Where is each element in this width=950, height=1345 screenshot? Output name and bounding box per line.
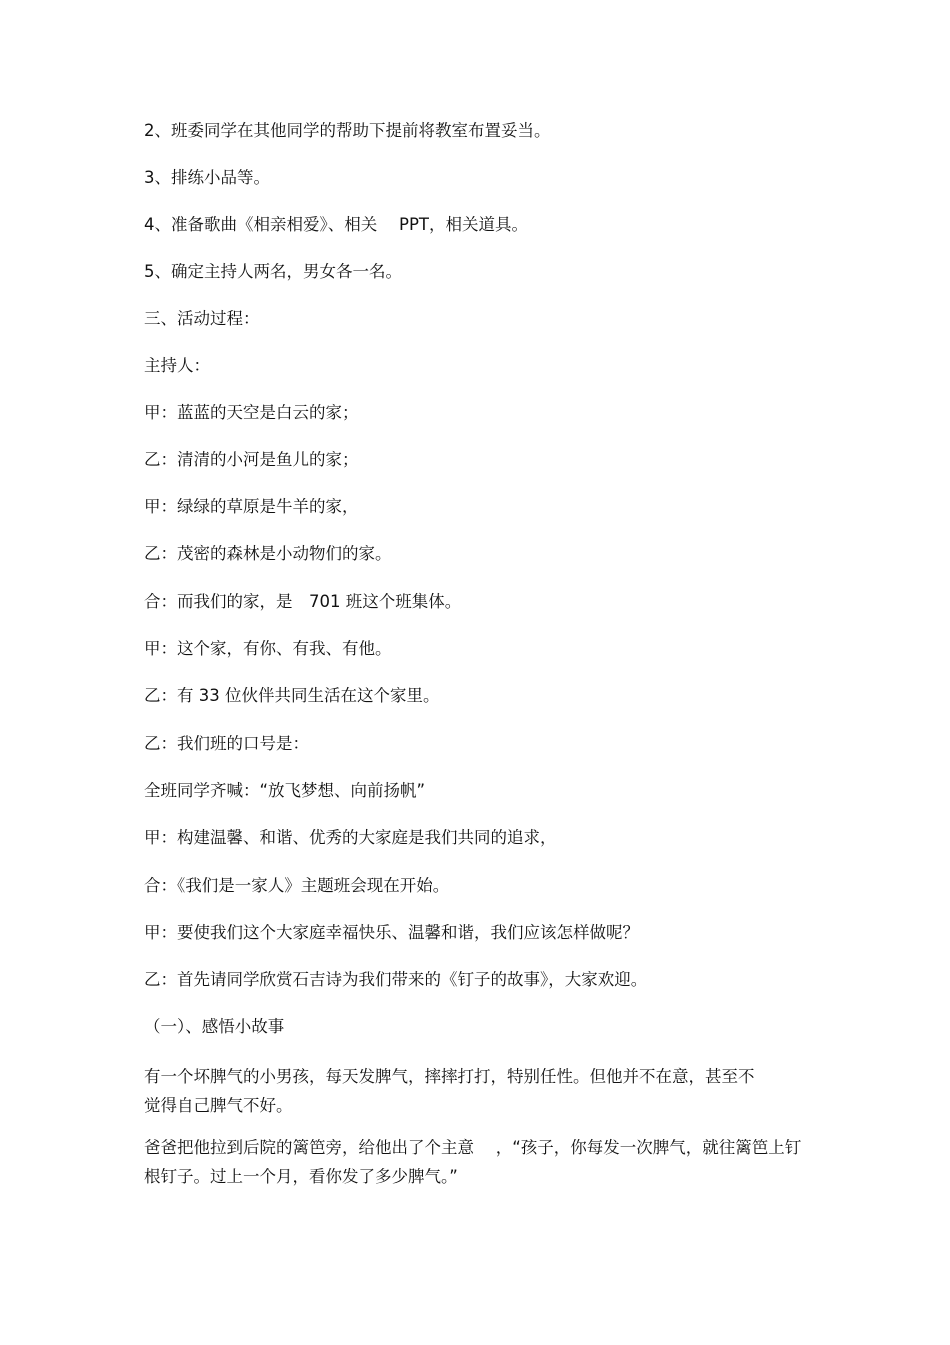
class-slogan-line: 全班同学齐喊：“放飞梦想、向前扬帆” <box>144 781 426 800</box>
prep-item-2: 2、班委同学在其他同学的帮助下提前将教室布置妥当。 <box>144 121 551 140</box>
dialogue-line: 乙：有 33 位伙伴共同生活在这个家里。 <box>144 686 440 705</box>
prep-item-3: 3、排练小品等。 <box>144 168 270 187</box>
dialogue-line: 甲：构建温馨、和谐、优秀的大家庭是我们共同的追求， <box>144 828 557 847</box>
dialogue-line: 乙：首先请同学欣赏石吉诗为我们带来的《钉子的故事》，大家欢迎。 <box>144 970 648 989</box>
prep-item-4: 4、准备歌曲《相亲相爱》、相关 PPT，相关道具。 <box>144 215 528 234</box>
story-paragraph-2: 爸爸把他拉到后院的篱笆旁，给他出了个主意 ，“孩子，你每发一次脾气，就往篱笆上钉根钉子。过上一个月，看你发了多少脾气。” <box>144 1138 802 1186</box>
dialogue-line: 甲：绿绿的草原是牛羊的家， <box>144 497 359 516</box>
story-paragraph-1: 有一个坏脾气的小男孩，每天发脾气，摔摔打打，特别任性。但他并不在意，甚至不觉得自己脾气不好。 <box>144 1067 755 1115</box>
prep-item-5: 5、确定主持人两名，男女各一名。 <box>144 262 402 281</box>
dialogue-line: 甲：这个家，有你、有我、有他。 <box>144 639 392 658</box>
dialogue-line: 合：《我们是一家人》主题班会现在开始。 <box>144 876 450 895</box>
dialogue-line: 乙：我们班的口号是： <box>144 734 309 753</box>
subsection-heading-story: （一）、感悟小故事 <box>144 1017 285 1036</box>
dialogue-line: 乙：清清的小河是鱼儿的家； <box>144 450 359 469</box>
dialogue-line: 甲：蓝蓝的天空是白云的家； <box>144 403 359 422</box>
dialogue-line: 甲：要使我们这个大家庭幸福快乐、温馨和谐，我们应该怎样做呢？ <box>144 923 639 942</box>
section-heading-process: 三、活动过程： <box>144 309 260 328</box>
dialogue-line: 乙：茂密的森林是小动物们的家。 <box>144 544 392 563</box>
dialogue-line: 合：而我们的家，是 701 班这个班集体。 <box>144 592 462 611</box>
host-label: 主持人： <box>144 356 210 375</box>
